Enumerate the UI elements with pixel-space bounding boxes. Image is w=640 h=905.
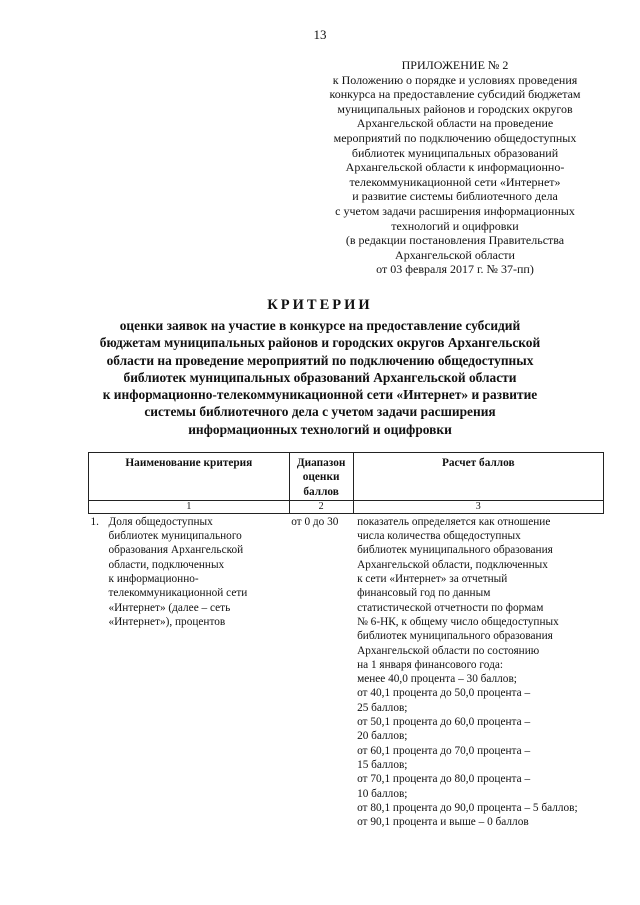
appendix-line: Архангельской области на проведение: [356, 116, 554, 131]
appendix-line: телекоммуникационной сети «Интернет»: [349, 174, 561, 189]
criterion-name-line: к информационно-: [108, 573, 199, 586]
calculation-line: показатель определяется как отношение: [357, 515, 551, 528]
appendix-line: муниципальных районов и городских округов: [337, 101, 573, 116]
score-calculation-cell: [353, 513, 603, 829]
calculation-line: менее 40,0 процента – 30 баллов;: [357, 673, 517, 686]
calculation-line: от 70,1 процента до 80,0 процента –: [357, 773, 531, 786]
appendix-line: и развитие системы библиотечного дела: [352, 189, 558, 204]
appendix-line: от 03 февраля 2017 г. № 37-пп): [376, 262, 534, 277]
header-score-range-line: Диапазон: [296, 457, 346, 469]
calculation-line: статистической отчетности по формам: [357, 601, 544, 614]
appendix-line: библиотек муниципальных образований: [351, 145, 559, 160]
subtitle-line: области на проведение мероприятий по подключению общедоступных: [106, 352, 534, 368]
calculation-line: от 60,1 процента до 70,0 процента –: [357, 744, 531, 757]
header-score-calculation: Расчет баллов: [353, 453, 603, 501]
criterion-name-line: библиотек муниципального: [108, 530, 242, 543]
calculation-line: финансовый год по данным: [357, 587, 491, 600]
appendix-line: Архангельской области: [395, 247, 515, 262]
header-score-range-line: баллов: [303, 485, 339, 498]
criteria-table: [88, 452, 604, 829]
subtitle-line: к информационно-телекоммуникационной сети «Интернет» и развитие: [102, 387, 538, 403]
appendix-line: (в редакции постановления Правительства: [345, 233, 565, 248]
calculation-line: Архангельской области, подключенных: [357, 558, 548, 571]
calculation-line: № 6-НК, к общему число общедоступных: [357, 615, 559, 628]
subtitle-line: оценки заявок на участие в конкурсе на предоставление субсидий: [119, 318, 521, 333]
appendix-line: конкурса на предоставление субсидий бюджетам: [329, 87, 581, 102]
calculation-line: библиотек муниципального образования: [357, 544, 553, 557]
calculation-line: к сети «Интернет» за отчетный: [357, 573, 508, 586]
criterion-name-line: телекоммуникационной сети: [108, 587, 248, 600]
criterion-name-line: области, подключенных: [108, 558, 225, 571]
column-number: 2: [289, 500, 353, 513]
table-row: [89, 513, 604, 829]
table-header-row: [89, 453, 604, 501]
criterion-name-cell: [89, 513, 290, 829]
calculation-line: библиотек муниципального образования: [357, 630, 553, 643]
subtitle-line: бюджетам муниципальных районов и городских округов Архангельской: [99, 335, 541, 351]
calculation-line: 25 баллов;: [357, 701, 408, 714]
calculation-line: числа количества общедоступных: [357, 530, 521, 543]
appendix-header: [300, 58, 610, 277]
criterion-name-first-line: [91, 515, 288, 529]
subtitle-line: информационных технологий и оцифровки: [188, 421, 452, 437]
header-score-range: [289, 453, 353, 501]
calculation-line: 20 баллов;: [357, 730, 408, 743]
page-number: 13: [313, 27, 327, 42]
column-number-row: [89, 500, 604, 513]
calculation-line: 15 баллов;: [357, 758, 408, 771]
criterion-name-line: образования Архангельской: [108, 544, 244, 557]
calculation-line: от 80,1 процента до 90,0 процента – 5 баллов;: [357, 801, 578, 814]
score-range-cell: от 0 до 30: [289, 513, 353, 829]
criterion-number: 1.: [90, 515, 99, 528]
subtitle-line: библиотек муниципальных образований Архангельской области: [123, 369, 517, 385]
criterion-name-line: «Интернет» (далее – сеть: [108, 601, 231, 614]
appendix-line: Архангельской области к информационно-: [345, 160, 565, 175]
criterion-name-line: Доля общедоступных: [108, 515, 213, 528]
calculation-line: от 90,1 процента и выше – 0 баллов: [357, 816, 529, 829]
appendix-line: мероприятий по подключению общедоступных: [333, 130, 577, 145]
document-title: КРИТЕРИИ: [267, 297, 373, 313]
appendix-line: к Положению о порядке и условиях проведения: [332, 72, 578, 87]
calculation-line: от 50,1 процента до 60,0 процента –: [357, 716, 531, 729]
appendix-line: с учетом задачи расширения информационных: [335, 203, 575, 218]
criterion-name-line: «Интернет»), процентов: [108, 615, 226, 628]
document-subtitle: [60, 317, 580, 438]
calculation-line: на 1 января финансового года:: [357, 658, 503, 671]
header-score-range-line: оценки: [302, 471, 340, 484]
column-number: 3: [353, 500, 603, 513]
column-number: 1: [89, 500, 290, 513]
appendix-title: ПРИЛОЖЕНИЕ № 2: [401, 58, 509, 72]
calculation-line: 10 баллов;: [357, 787, 408, 800]
header-criterion-name: Наименование критерия: [89, 453, 290, 501]
appendix-line: технологий и оцифровки: [391, 218, 519, 233]
subtitle-line: системы библиотечного дела с учетом задачи расширения: [144, 404, 496, 420]
calculation-line: Архангельской области по состоянию: [357, 644, 540, 657]
calculation-line: от 40,1 процента до 50,0 процента –: [357, 687, 531, 700]
